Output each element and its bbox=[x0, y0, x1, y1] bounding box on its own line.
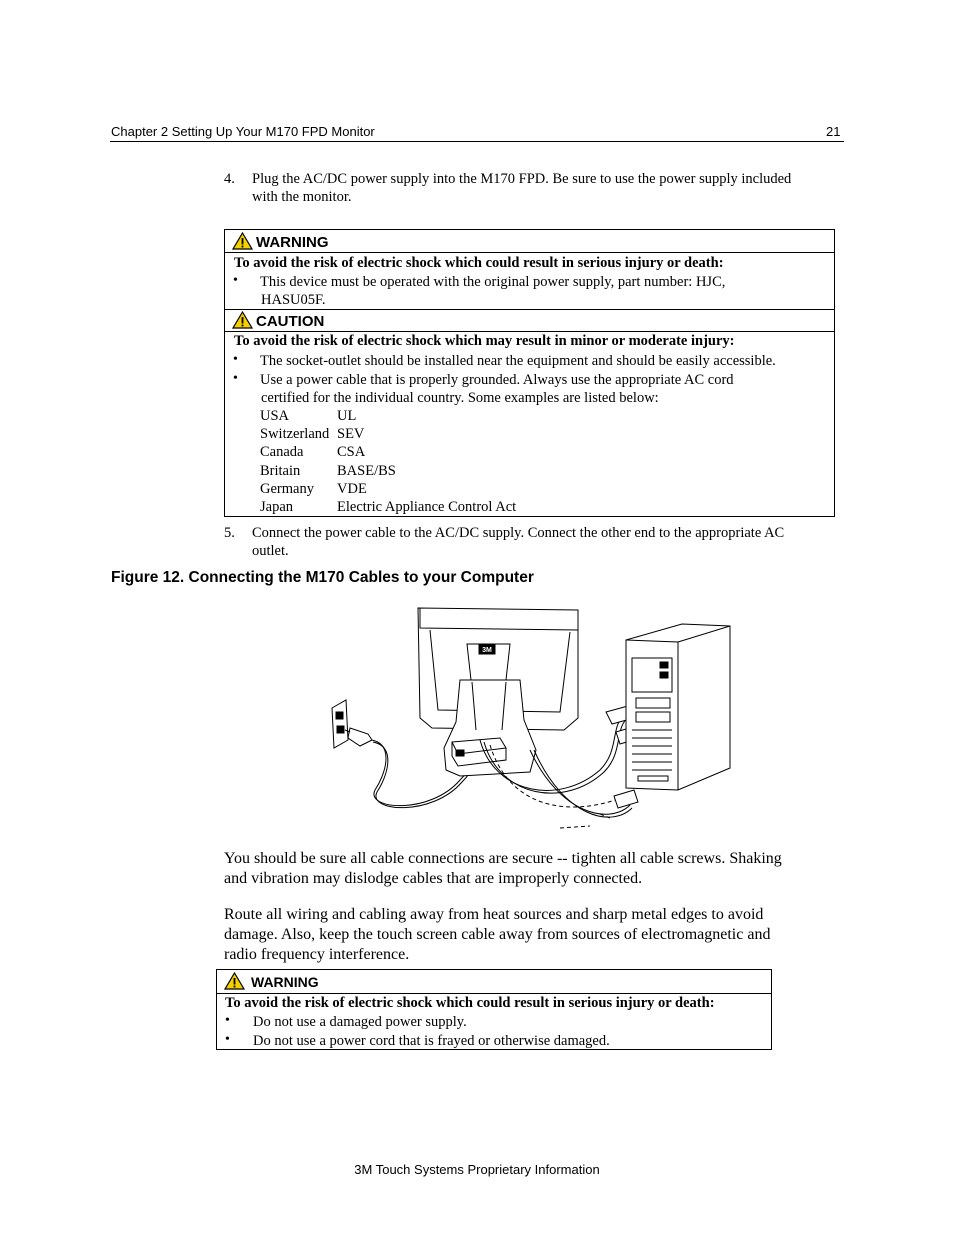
warning-bullet-line1: This device must be operated with the original power supply, part number: HJC, bbox=[260, 274, 726, 290]
country-name: Germany bbox=[260, 480, 314, 497]
step-number: 5. bbox=[224, 525, 235, 541]
caution-triangle-icon bbox=[232, 311, 253, 329]
cable-connection-illustration bbox=[320, 600, 740, 840]
page-number: 21 bbox=[826, 124, 841, 139]
bullet-icon: • bbox=[233, 352, 238, 367]
agency-name: Electric Appliance Control Act bbox=[337, 498, 517, 515]
figure-title: Figure 12. Connecting the M170 Cables to your Computer bbox=[111, 569, 534, 586]
caution-bullet2-line1: Use a power cable that is properly grounded. Always use the appropriate AC cord bbox=[260, 372, 734, 388]
step-text-line2: outlet. bbox=[252, 543, 289, 559]
country-name: Canada bbox=[260, 444, 304, 461]
bullet-icon: • bbox=[233, 273, 238, 288]
caution-bullet1: The socket-outlet should be installed near the equipment and should be easily accessible. bbox=[260, 353, 776, 369]
page-footer bbox=[0, 1162, 954, 1177]
warning-bullet-line2: HASU05F. bbox=[261, 292, 326, 308]
agency-name: CSA bbox=[337, 444, 366, 461]
warning-label: WARNING bbox=[251, 974, 319, 990]
warning-triangle-icon bbox=[224, 972, 245, 990]
paragraph-line: Route all wiring and cabling away from heat sources and sharp metal edges to avoid bbox=[224, 906, 764, 923]
agency-name: UL bbox=[337, 408, 357, 424]
box-divider bbox=[225, 309, 834, 310]
warning-caution-box bbox=[224, 229, 835, 517]
monitor-logo: 3M bbox=[482, 647, 492, 654]
agency-name: SEV bbox=[337, 426, 365, 443]
paragraph-line: damage. Also, keep the touch screen cable away from sources of electromagnetic and bbox=[224, 926, 771, 943]
warning-intro: To avoid the risk of electric shock which could result in serious injury or death: bbox=[225, 995, 715, 1011]
step-4 bbox=[224, 170, 844, 210]
step-number: 4. bbox=[224, 171, 235, 187]
bullet-icon: • bbox=[233, 371, 238, 386]
footer-text: 3M Touch Systems Proprietary Information bbox=[354, 1162, 600, 1177]
warning-heading bbox=[224, 972, 771, 990]
step-5 bbox=[224, 524, 844, 564]
warning-intro: To avoid the risk of electric shock which could result in serious injury or death: bbox=[234, 255, 724, 271]
caution-label: CAUTION bbox=[256, 313, 325, 330]
running-header-chapter: Chapter 2 Setting Up Your M170 FPD Monitor bbox=[111, 124, 375, 139]
caution-intro: To avoid the risk of electric shock which may result in minor or moderate injury: bbox=[234, 333, 735, 349]
paragraph-line: You should be sure all cable connections are secure -- tighten all cable screws. Shaking bbox=[224, 850, 782, 867]
agency-name: VDE bbox=[337, 480, 367, 497]
step-text-line1: Connect the power cable to the AC/DC supply. Connect the other end to the appropriate AC bbox=[252, 525, 785, 541]
step-text-line2: with the monitor. bbox=[252, 189, 352, 205]
country-name: Japan bbox=[260, 498, 294, 515]
wall-outlet-icon bbox=[332, 700, 348, 748]
warning-bullet1: Do not use a damaged power supply. bbox=[253, 1014, 467, 1030]
step-text-line1: Plug the AC/DC power supply into the M170 FPD. Be sure to use the power supply included bbox=[252, 171, 792, 187]
monitor-rear-icon bbox=[418, 608, 578, 776]
country-name: Switzerland bbox=[260, 426, 330, 443]
paragraph-cable-connections bbox=[224, 849, 844, 889]
warning-label: WARNING bbox=[256, 234, 329, 251]
bullet-icon: • bbox=[225, 1032, 230, 1047]
warning-bullet2: Do not use a power cord that is frayed or otherwise damaged. bbox=[253, 1033, 610, 1049]
warning-triangle-icon bbox=[232, 232, 253, 250]
paragraph-line: and vibration may dislodge cables that are improperly connected. bbox=[224, 870, 643, 887]
country-name: Britain bbox=[260, 462, 301, 479]
bullet-icon: • bbox=[225, 1013, 230, 1028]
warning-heading bbox=[232, 232, 834, 251]
paragraph-routing bbox=[224, 905, 844, 965]
box-divider bbox=[225, 252, 834, 253]
agency-name: BASE/BS bbox=[337, 462, 396, 479]
header-divider bbox=[110, 141, 844, 142]
country-name: USA bbox=[260, 408, 290, 424]
caution-bullet2-line2: certified for the individual country. Some examples are listed below: bbox=[261, 390, 659, 406]
caution-heading bbox=[232, 311, 834, 330]
warning-box bbox=[216, 969, 772, 1050]
computer-tower-icon bbox=[626, 624, 730, 790]
paragraph-line: radio frequency interference. bbox=[224, 946, 410, 963]
